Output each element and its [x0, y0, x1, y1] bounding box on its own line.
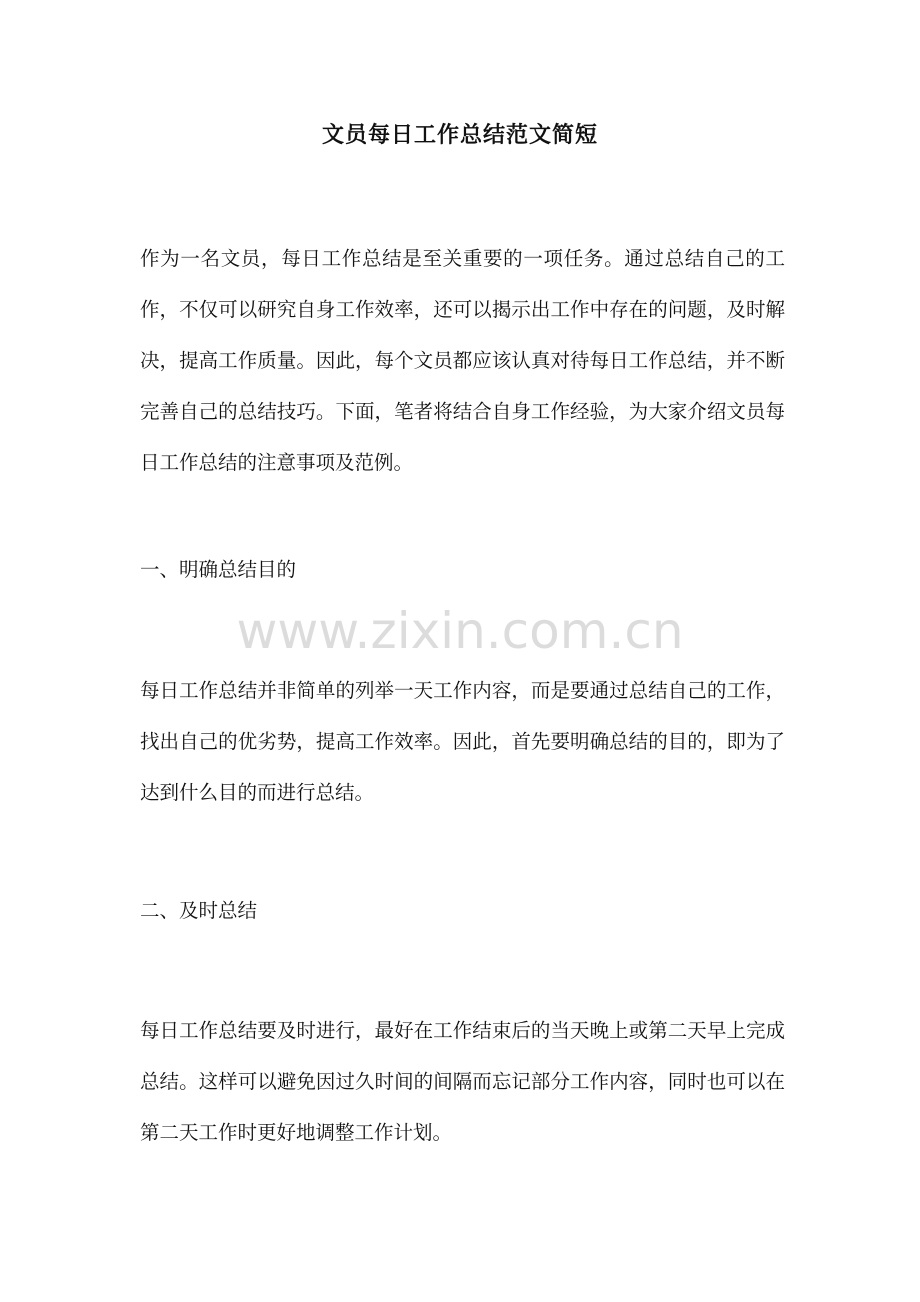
- section-heading-2: 二、及时总结: [140, 899, 258, 922]
- section-heading-1: 一、明确总结目的: [140, 558, 297, 581]
- section-body-2: 每日工作总结要及时进行，最好在工作结束后的当天晚上或第二天早上完成总结。这样可以避免因过久时间的间隔而忘记部分工作内容，同时也可以在第二天工作时更好地调整工作计划。: [140, 1019, 785, 1144]
- section-body-1: 每日工作总结并非简单的列举一天工作内容，而是要通过总结自己的工作，找出自己的优劣势，提高工作效率。因此，首先要明确总结的目的，即为了达到什么目的而进行总结。: [140, 679, 785, 804]
- intro-paragraph: 作为一名文员，每日工作总结是至关重要的一项任务。通过总结自己的工作，不仅可以研究自身工作效率，还可以揭示出工作中存在的问题，及时解决，提高工作质量。因此，每个文员都应该认真对待每日工作总结，并不断完善自己的总结技巧。下面，笔者将结合自身工作经验，为大家介绍文员每日工作总结的注意事项及范例。: [140, 247, 785, 474]
- watermark-text: www.zixin.com.cn: [236, 602, 684, 660]
- document-title: 文员每日工作总结范文简短: [321, 123, 598, 148]
